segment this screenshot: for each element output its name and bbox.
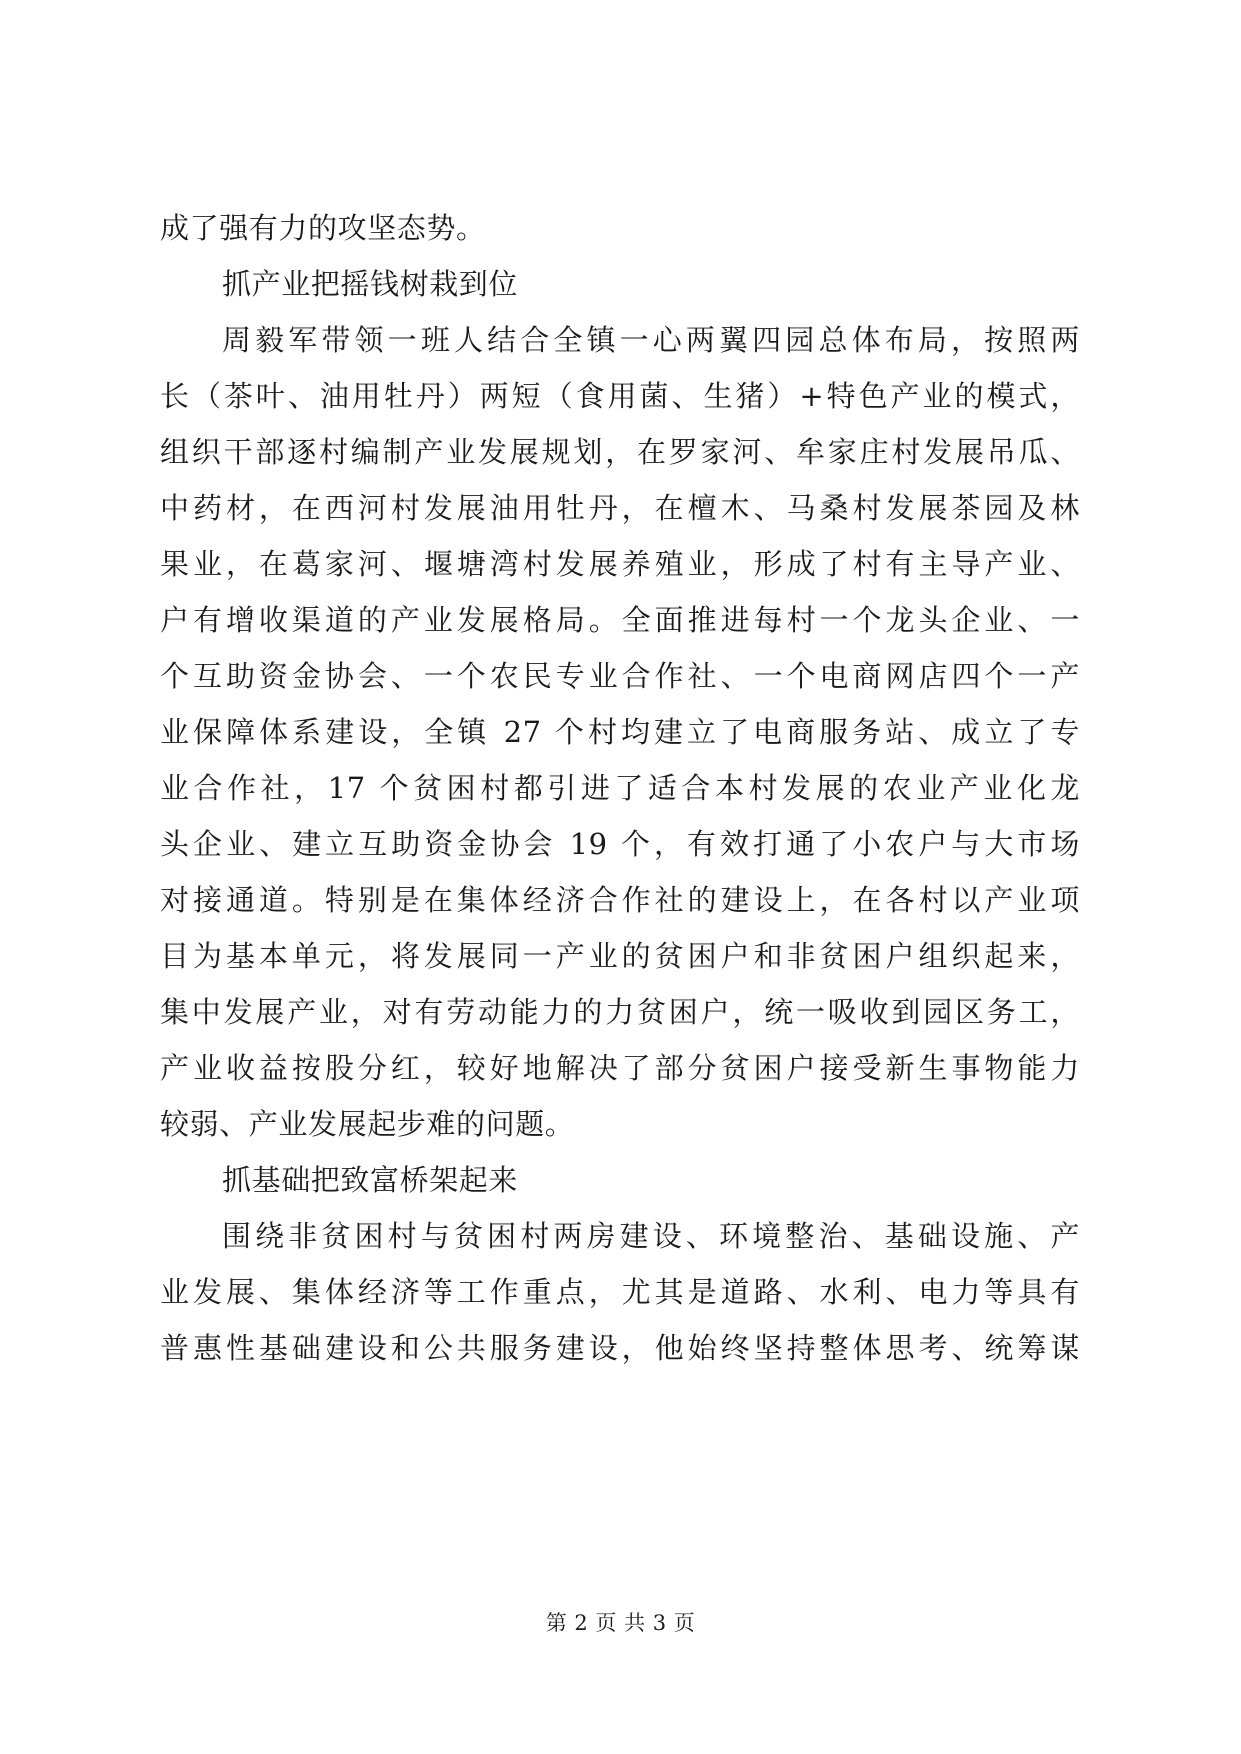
- paragraph-line: 周毅军带领一班人结合全镇一心两翼四园总体布局，按照两: [222, 323, 1080, 357]
- paragraph-line: 对接通道。特别是在集体经济合作社的建设上，在各村以产业项: [160, 883, 1080, 917]
- paragraph-line: 普惠性基础建设和公共服务建设，他始终坚持整体思考、统筹谋: [160, 1331, 1080, 1365]
- paragraph-line: 业发展、集体经济等工作重点，尤其是道路、水利、电力等具有: [160, 1275, 1080, 1309]
- paragraph-line: 围绕非贫困村与贫困村两房建设、环境整治、基础设施、产: [222, 1219, 1080, 1253]
- page-footer: 第 2 页 共 3 页: [545, 1611, 696, 1635]
- paragraph-line: 户有增收渠道的产业发展格局。全面推进每村一个龙头企业、一: [160, 603, 1080, 637]
- section-heading-infrastructure: 抓基础把致富桥架起来: [222, 1163, 519, 1197]
- paragraph-line: 中药材，在西河村发展油用牡丹，在檀木、马桑村发展茶园及林: [160, 491, 1080, 525]
- paragraph-line: 业保障体系建设，全镇 27 个村均建立了电商服务站、成立了专: [160, 715, 1080, 749]
- paragraph-line: 头企业、建立互助资金协会 19 个，有效打通了小农户与大市场: [160, 827, 1080, 861]
- paragraph-line: 果业，在葛家河、堰塘湾村发展养殖业，形成了村有主导产业、: [160, 547, 1080, 581]
- paragraph-line: 组织干部逐村编制产业发展规划，在罗家河、牟家庄村发展吊瓜、: [160, 435, 1080, 469]
- section-heading-industry: 抓产业把摇钱树栽到位: [222, 267, 519, 301]
- paragraph-line: 较弱、产业发展起步难的问题。: [160, 1107, 575, 1141]
- paragraph-line: 业合作社，17 个贫困村都引进了适合本村发展的农业产业化龙: [160, 771, 1080, 805]
- paragraph-line: 集中发展产业，对有劳动能力的力贫困户，统一吸收到园区务工，: [160, 995, 1080, 1029]
- paragraph-line: 成了强有力的攻坚态势。: [160, 211, 486, 245]
- paragraph-line: 产业收益按股分红，较好地解决了部分贫困户接受新生事物能力: [160, 1051, 1080, 1085]
- paragraph-line: 个互助资金协会、一个农民专业合作社、一个电商网店四个一产: [160, 659, 1080, 693]
- paragraph-line: 目为基本单元，将发展同一产业的贫困户和非贫困户组织起来，: [160, 939, 1080, 973]
- paragraph-line: 长（茶叶、油用牡丹）两短（食用菌、生猪）+特色产业的模式，: [160, 379, 1080, 413]
- document-body: [160, 200, 1080, 1376]
